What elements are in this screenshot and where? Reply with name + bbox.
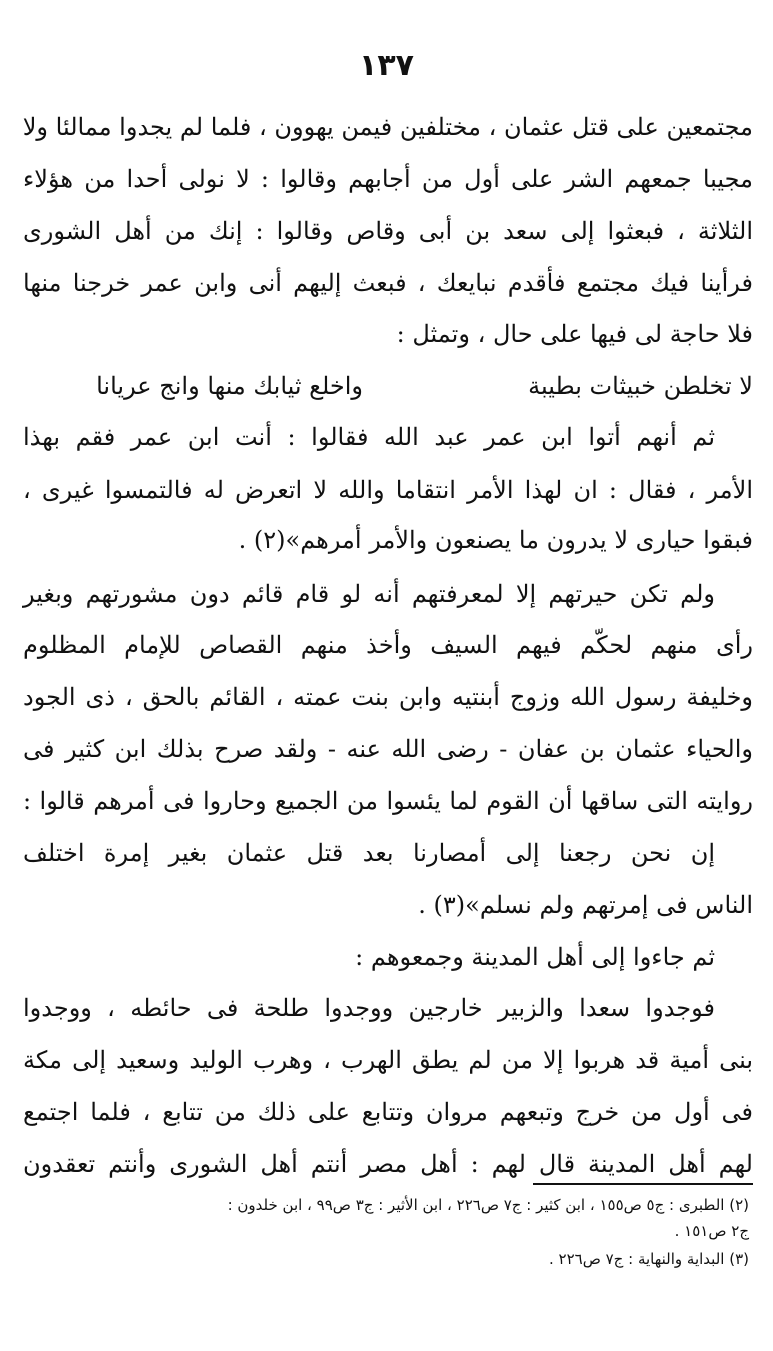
- text-line: مجتمعين على قتل عثمان ، مختلفين فيمن يهوون ، فلما لم يجدوا ممالئا ولا: [22, 113, 753, 141]
- text-line: إن نحن رجعنا إلى أمصارنا بعد قتل عثمان بغير إمرة اختلف: [23, 839, 715, 867]
- text-line: رأى منهم لحكّم فيهم السيف وأخذ منهم القصاص للإمام المظلوم: [23, 631, 753, 659]
- text-line: روايته التى ساقها أن القوم لما يئسوا من الجميع وحاروا فى أمرهم قالوا :: [23, 787, 753, 815]
- text-line: ثم جاءوا إلى أهل المدينة وجمعوهم :: [355, 943, 715, 971]
- footnote-line: (٣) البداية والنهاية : ج٧ ص٢٢٦ .: [548, 1250, 749, 1268]
- footnote-separator: [533, 1183, 753, 1185]
- text-line: وخليفة رسول الله وزوج أبنتيه وابن بنت عمته ، القائم بالحق ، ذى الجود: [23, 683, 753, 711]
- text-line: ولم تكن حيرتهم إلا لمعرفتهم أنه لو قام قائم دون مشورتهم وبغير: [23, 580, 715, 608]
- text-line: ثم أنهم أتوا ابن عمر عبد الله فقالوا : أنت ابن عمر فقم بهذا: [23, 423, 715, 451]
- text-line: فلا حاجة لى فيها على حال ، وتمثل :: [396, 320, 753, 348]
- verse-second-hemistich: واخلع ثيابك منها وانج عريانا: [96, 372, 363, 400]
- text-line: فبقوا حيارى لا يدرون ما يصنعون والأمر أمرهم»(٢) .: [238, 526, 753, 554]
- text-line: مجيبا جمعهم الشر على أول من أجابهم وقالوا : لا نولى أحدا من هؤلاء: [23, 165, 753, 193]
- footnote-line: ج٢ ص١٥١ .: [674, 1222, 749, 1240]
- footnote-line: (٢) الطبرى : ج٥ ص١٥٥ ، ابن كثير : ج٧ ص٢٢٦ ، ابن الأثير : ج٣ ص٩٩ ، ابن خلدون :: [227, 1196, 749, 1214]
- text-line: لهم أهل المدينة قال لهم : أهل مصر أنتم أهل الشورى وأنتم تعقدون: [23, 1150, 753, 1178]
- text-line: الثلاثة ، فبعثوا إلى سعد بن أبى وقاص وقالوا : إنك من أهل الشورى: [23, 217, 753, 245]
- verse-first-hemistich: لا تخلطن خبيثات بطيبة: [528, 372, 753, 400]
- text-line: والحياء عثمان بن عفان - رضى الله عنه - ولقد صرح بذلك ابن كثير فى: [23, 735, 753, 763]
- text-line: فرأينا فيك مجتمع فأقدم نبايعك ، فبعث إليهم أنى وابن عمر خرجنا منها: [23, 269, 753, 297]
- text-line: الناس فى إمرتهم ولم نسلم»(٣) .: [418, 891, 753, 919]
- text-line: بنى أمية قد هربوا إلا من لم يطق الهرب ، وهرب الوليد وسعيد إلى مكة: [23, 1046, 753, 1074]
- text-line: فى أول من خرج وتبعهم مروان وتتابع على ذلك من تتابع ، فلما اجتمع: [23, 1098, 753, 1126]
- text-line: فوجدوا سعدا والزبير خارجين ووجدوا طلحة فى حائطه ، ووجدوا: [23, 994, 715, 1022]
- page-number: ١٣٧: [359, 48, 414, 83]
- text-line: الأمر ، فقال : ان لهذا الأمر انتقاما والله لا اتعرض له فالتمسوا غيرى ،: [23, 476, 753, 504]
